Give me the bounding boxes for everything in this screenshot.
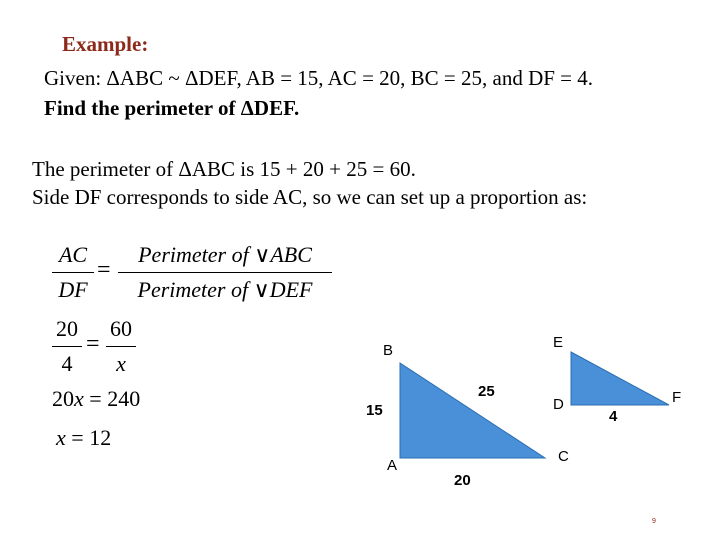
- find-statement: Find the perimeter of ΔDEF.: [44, 96, 300, 120]
- side-bc-label: 25: [478, 383, 495, 400]
- perimeter-of-text: Perimeter of: [138, 242, 255, 267]
- vertex-a-label: A: [387, 457, 398, 474]
- equals-sign: =: [97, 257, 111, 283]
- denominator: 4: [61, 351, 73, 376]
- page-number: 9: [652, 518, 656, 525]
- triangle-def: [571, 352, 669, 405]
- triangle-name: ABC: [270, 242, 312, 267]
- equals-sign: =: [86, 331, 100, 357]
- given-statement: Given: ΔABC ~ ΔDEF, AB = 15, AC = 20, BC = 25, and DF = 4.: [44, 66, 594, 90]
- triangle-name: DEF: [269, 277, 313, 302]
- denominator: DF: [58, 277, 88, 302]
- side-df-label: 4: [609, 408, 618, 425]
- denominator: x: [116, 351, 126, 376]
- step-cross-multiply: 20x = 240: [52, 386, 141, 411]
- correspondence-statement: Side DF corresponds to side AC, so we can set up a proportion as:: [32, 185, 588, 209]
- triangle-abc: [400, 363, 545, 458]
- step-solution: x = 12: [56, 425, 112, 450]
- vertex-f-label: F: [672, 389, 682, 406]
- vertex-e-label: E: [553, 334, 564, 351]
- numerator: 60: [110, 316, 132, 341]
- side-ac-label: 20: [454, 472, 471, 489]
- vertex-b-label: B: [383, 342, 394, 359]
- perimeter-of-text: Perimeter of: [137, 277, 254, 302]
- numerator: 20: [56, 316, 78, 341]
- triangle-symbol-icon: ∨: [253, 277, 270, 302]
- perimeter-statement: The perimeter of ΔABC is 15 + 20 + 25 = 60.: [32, 157, 416, 181]
- numerator: AC: [58, 242, 88, 267]
- example-title: Example:: [62, 32, 149, 56]
- vertex-d-label: D: [553, 396, 564, 413]
- triangle-symbol-icon: ∨: [254, 242, 271, 267]
- vertex-c-label: C: [558, 448, 569, 465]
- side-ab-label: 15: [366, 402, 383, 419]
